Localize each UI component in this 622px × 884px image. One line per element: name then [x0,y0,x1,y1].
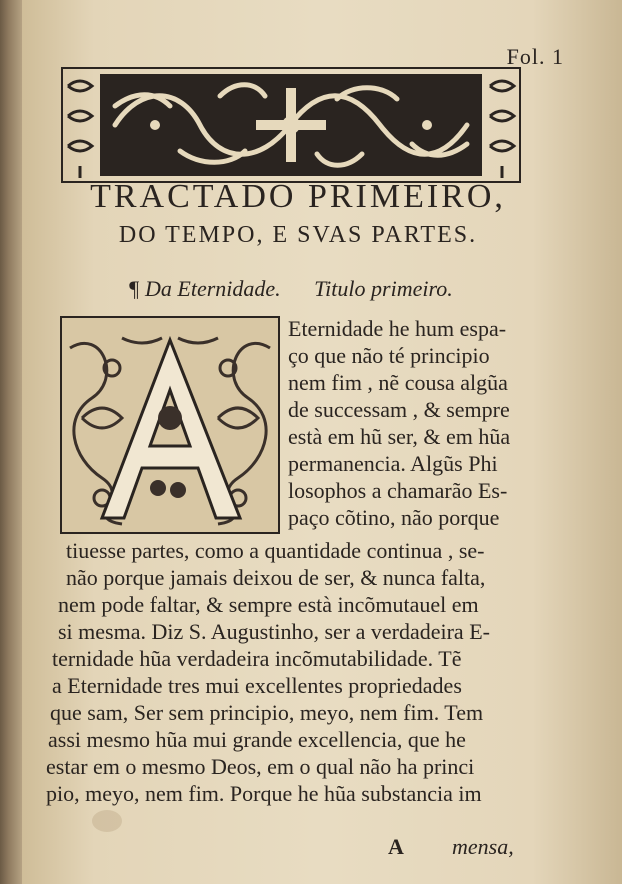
text-line: que sam, Ser sem principio, meyo, nem fim. Tem [50,700,484,725]
woodcut-headpiece [60,66,522,184]
section-title: ¶ Da Eternidade. [128,276,281,301]
text-line: tiuesse partes, como a quantidade continua , se- [66,538,485,563]
text-line: nem fim , nẽ cousa algũa [288,370,508,395]
text-line: paço cõtino, não porque [288,505,500,530]
stain [92,810,122,832]
decorated-initial [60,316,280,534]
folio-number: Fol. 1 [506,44,564,69]
text-line: pio, meyo, nem fim. Porque he hũa substancia im [46,781,482,806]
section-heading [128,276,528,302]
text-line: està em hũ ser, & em hũa [288,424,511,449]
text-line: estar em o mesmo Deos, em o qual não ha princi [46,754,475,779]
text-line: si mesma. Diz S. Augustinho, ser a verdadeira E- [58,619,490,644]
catchword: mensa, [452,834,514,859]
text-line: ço que não té principio [288,343,490,368]
text-line: Eternidade he hum espa- [288,316,507,341]
text-line: ternidade hũa verdadeira incõmutabilidade. Tẽ [52,646,462,671]
treatise-title: TRACTADO PRIMEIRO, [90,178,506,215]
text-line: nem pode faltar, & sempre està incõmutauel em [58,592,479,617]
text-line: não porque jamais deixou de ser, & nunca falta, [66,565,486,590]
text-line: losophos a chamarão Es- [288,478,508,503]
text-line: permanencia. Algũs Phi [288,451,498,476]
decorated-initial-a-woodcut [62,318,278,532]
binding-gutter [0,0,22,884]
text-line: assi mesmo hũa mui grande excellencia, que he [48,727,466,752]
treatise-subtitle: DO TEMPO, E SVAS PARTES. [118,222,478,248]
text-line: de successam , & sempre [288,397,510,422]
section-subtitle: Titulo primeiro. [314,276,453,301]
text-line: a Eternidade tres mui excellentes propriedades [52,673,462,698]
signature-mark: A [388,834,404,859]
